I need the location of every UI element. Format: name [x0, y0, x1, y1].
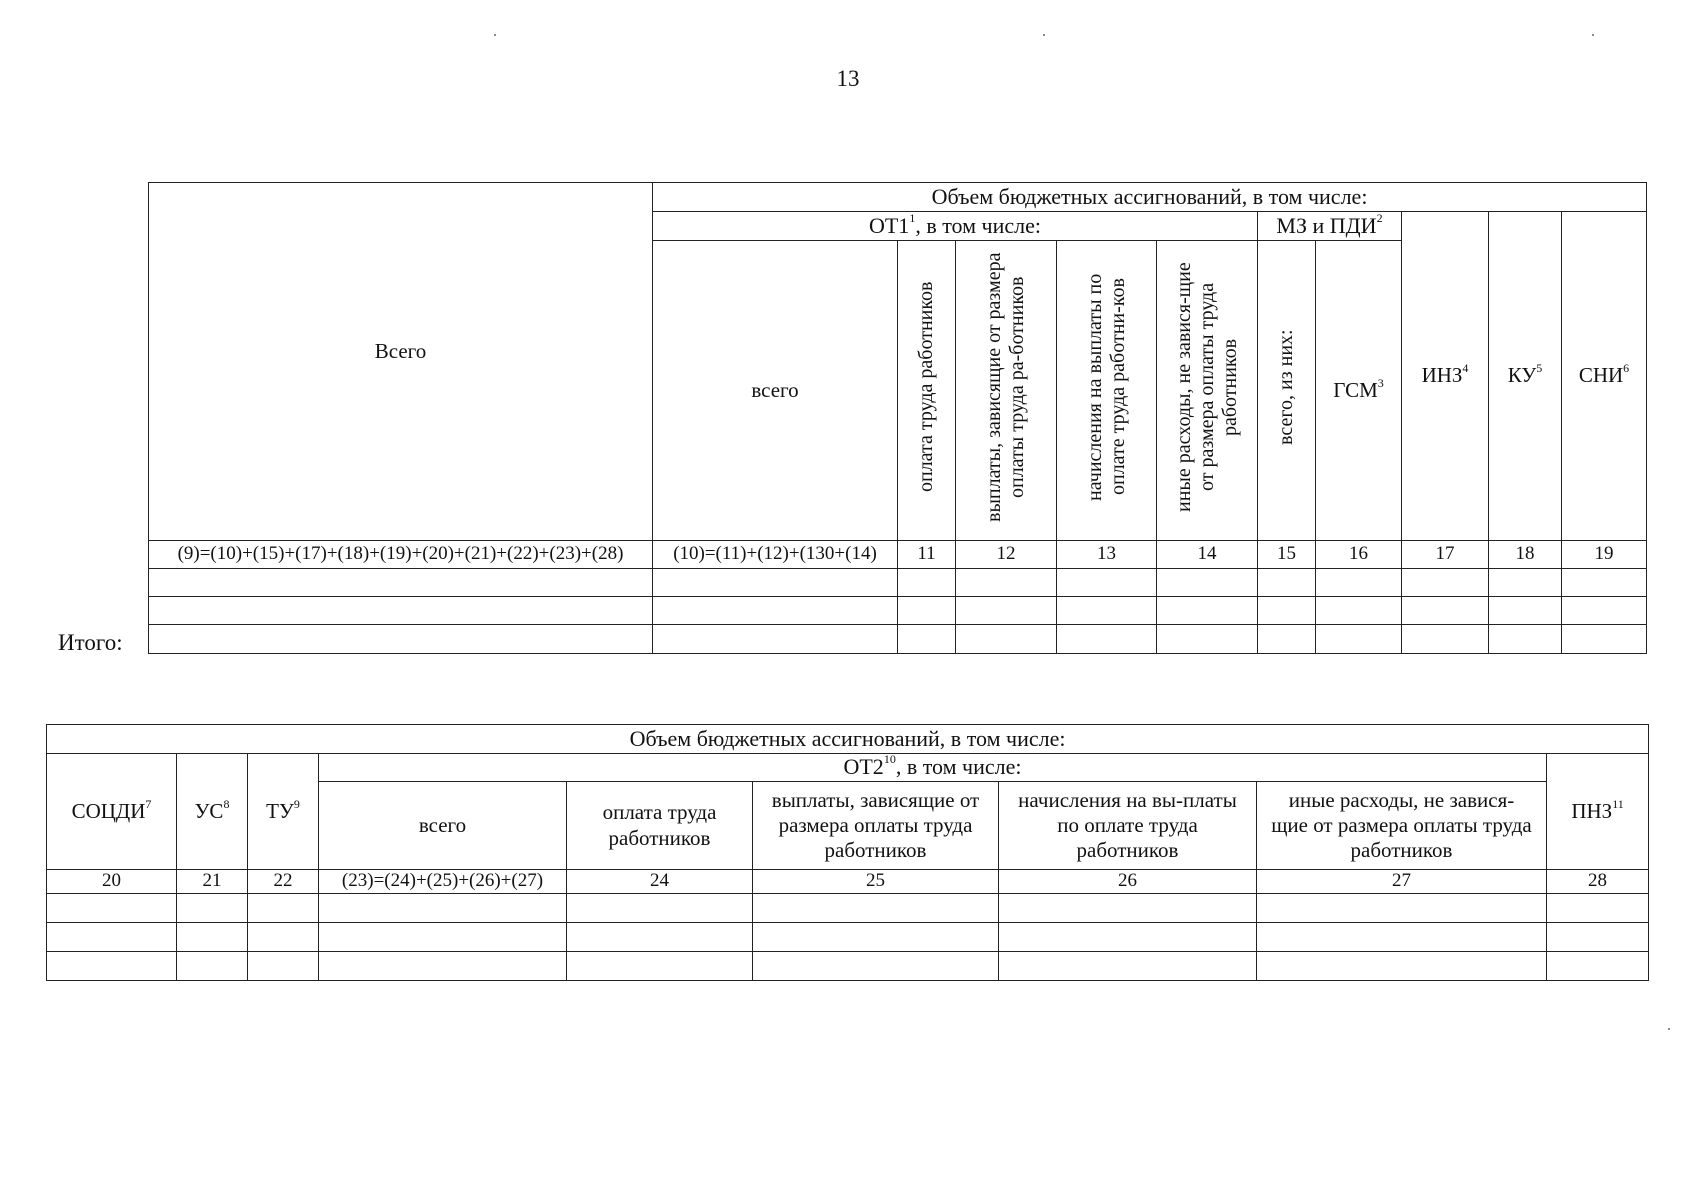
scan-speck [1668, 1028, 1670, 1030]
scan-speck [494, 34, 496, 36]
ot2-oplata-header: оплата труда работников [567, 782, 753, 870]
ot2-inye-header: иные расходы, не завися-щие от размера оплаты труда работников [1257, 782, 1547, 870]
num-cell: (10)=(11)+(12)+(130+(14) [653, 541, 898, 569]
scan-speck [1043, 34, 1045, 36]
sni-header: СНИ$^6$ [1562, 212, 1647, 541]
num-cell: 21 [177, 870, 248, 894]
num-cell: 14 [1157, 541, 1258, 569]
budget-table-2 [46, 724, 1649, 981]
ot1-header: $ОТ1^1$, в том числе: [653, 212, 1258, 241]
ku-header: $КУ^5$ [1489, 212, 1562, 541]
ot1-vsego-header: всего [653, 241, 898, 541]
num-cell: 20 [47, 870, 177, 894]
inz-header: ИНЗ$^4$ [1402, 212, 1489, 541]
num-cell: 17 [1402, 541, 1489, 569]
ot2-nachisleniya-header: начисления на вы-платы по оплате труда работников [999, 782, 1257, 870]
vert-header-vyplaty: выплаты, зависящие от размера оплаты труда ра-ботников [956, 241, 1057, 541]
budget-table-1 [148, 182, 1647, 654]
num-cell: 18 [1489, 541, 1562, 569]
vert-header-nachisleniya: начисления на выплаты по оплате труда работни-ков [1057, 241, 1157, 541]
numbering-row [149, 541, 1647, 569]
ot2-header: $ОТ2^{10}$, в том числе: [319, 754, 1547, 782]
num-cell: 27 [1257, 870, 1547, 894]
num-cell: 26 [999, 870, 1257, 894]
num-cell: 25 [753, 870, 999, 894]
group-header: Объем бюджетных ассигнований, в том числе: [653, 183, 1647, 212]
ot2-vsego-header: всего [319, 782, 567, 870]
total-row [149, 625, 1647, 654]
num-cell: 19 [1562, 541, 1647, 569]
table-row [149, 597, 1647, 625]
num-cell: 22 [248, 870, 319, 894]
table-row [47, 922, 1649, 951]
num-cell: 28 [1547, 870, 1649, 894]
vert-header-inye: иные расходы, не завися-щие от размера оплаты труда работников [1157, 241, 1258, 541]
mz-pdi-header: МЗ и ПДИ$^2$ [1258, 212, 1402, 241]
group-header-2: Объем бюджетных ассигнований, в том числе: [47, 725, 1649, 754]
num-cell: (9)=(10)+(15)+(17)+(18)+(19)+(20)+(21)+(22)+(23)+(28) [149, 541, 653, 569]
page-number: 13 [836, 66, 860, 91]
us-header: $УС^8$ [177, 754, 248, 870]
num-cell: 12 [956, 541, 1057, 569]
pnz-header: ПНЗ$^{11}$ [1547, 754, 1649, 870]
gsm-header: ГСМ$^3$ [1316, 241, 1402, 541]
vert-header-vsego-iz-nih: всего, из них: [1258, 241, 1316, 541]
table-row [47, 893, 1649, 922]
numbering-row-2 [47, 870, 1649, 894]
num-cell: 13 [1057, 541, 1157, 569]
total-label: Итого: [58, 630, 123, 655]
vsego-header: Всего [149, 183, 653, 541]
tu-header: $ТУ^9$ [248, 754, 319, 870]
num-cell: (23)=(24)+(25)+(26)+(27) [319, 870, 567, 894]
num-cell: 16 [1316, 541, 1402, 569]
num-cell: 15 [1258, 541, 1316, 569]
vert-header-oplata: оплата труда работников [898, 241, 956, 541]
table-row [149, 569, 1647, 597]
ot2-vyplaty-header: выплаты, зависящие от размера оплаты труда работников [753, 782, 999, 870]
socdi-header: СОЦДИ$^7$ [47, 754, 177, 870]
num-cell: 24 [567, 870, 753, 894]
table-row [47, 951, 1649, 980]
num-cell: 11 [898, 541, 956, 569]
scan-speck [1592, 34, 1594, 36]
